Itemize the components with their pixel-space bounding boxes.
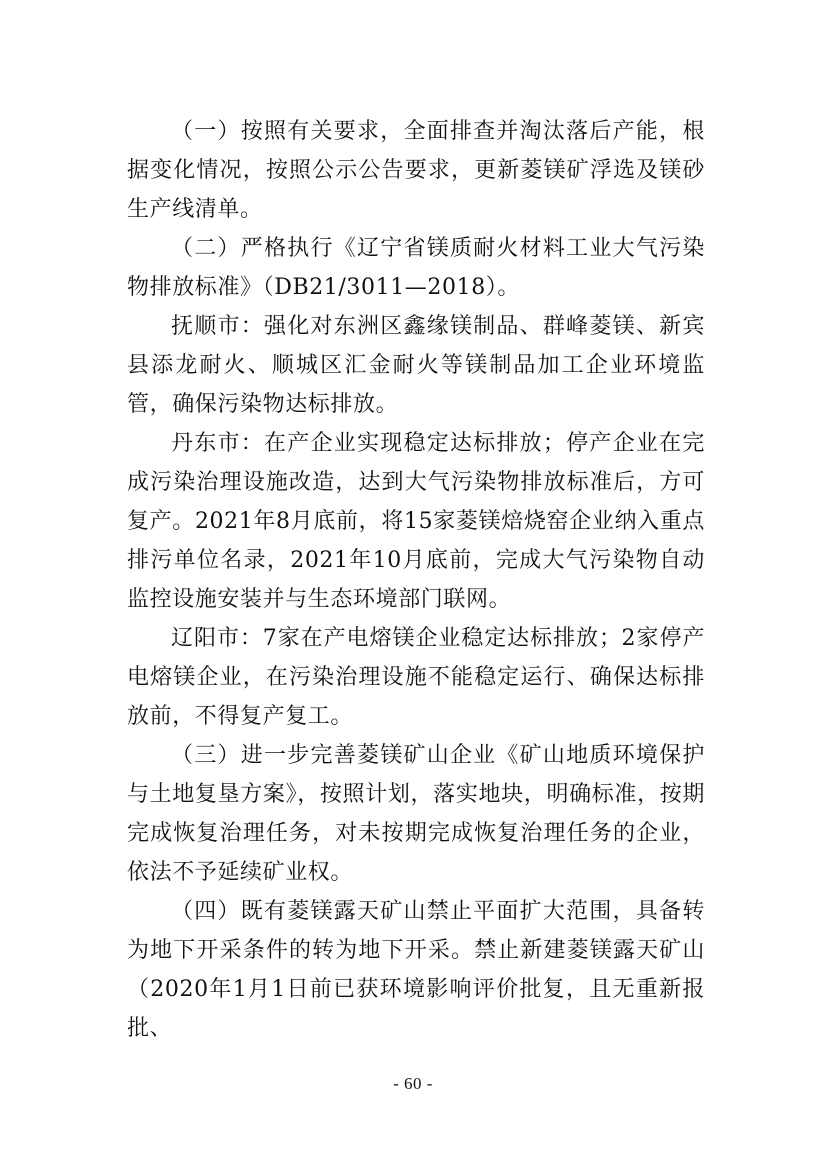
body-text <box>127 112 705 1048</box>
paragraph-4: 丹东市：在产企业实现稳定达标排放；停产企业在完成污染治理设施改造，达到大气污染物排放标准后，方可复产。2021年8月底前，将15家菱镁焙烧窑企业纳入重点排污单位名录，2021年10月底前，完成大气污染物自动监控设施安装并与生态环境部门联网。 <box>127 431 705 612</box>
paragraph-3: 抚顺市：强化对东洲区鑫缘镁制品、群峰菱镁、新宾县添龙耐火、顺城区汇金耐火等镁制品加工企业环境监管，确保污染物达标排放。 <box>127 314 705 417</box>
paragraph-2: （二）严格执行《辽宁省镁质耐火材料工业大气污染物排放标准》（DB21/3011—2018）。 <box>127 236 705 300</box>
paragraph-6: （三）进一步完善菱镁矿山企业《矿山地质环境保护与土地复垦方案》，按照计划，落实地块，明确标准，按期完成恢复治理任务，对未按期完成恢复治理任务的企业，依法不予延续矿业权。 <box>127 743 705 885</box>
page-number: - 60 - <box>393 1074 433 1093</box>
paragraph-7: （四）既有菱镁露天矿山禁止平面扩大范围，具备转为地下开采条件的转为地下开采。禁止新建菱镁露天矿山（2020年1月1日前已获环境影响评价批复，且无重新报批、 <box>127 899 705 1041</box>
paragraph-5: 辽阳市：7家在产电熔镁企业稳定达标排放；2家停产电熔镁企业，在污染治理设施不能稳定运行、确保达标排放前，不得复产复工。 <box>127 626 705 729</box>
paragraph-1: （一）按照有关要求，全面排查并淘汰落后产能，根据变化情况，按照公示公告要求，更新菱镁矿浮选及镁砂生产线清单。 <box>127 119 705 222</box>
